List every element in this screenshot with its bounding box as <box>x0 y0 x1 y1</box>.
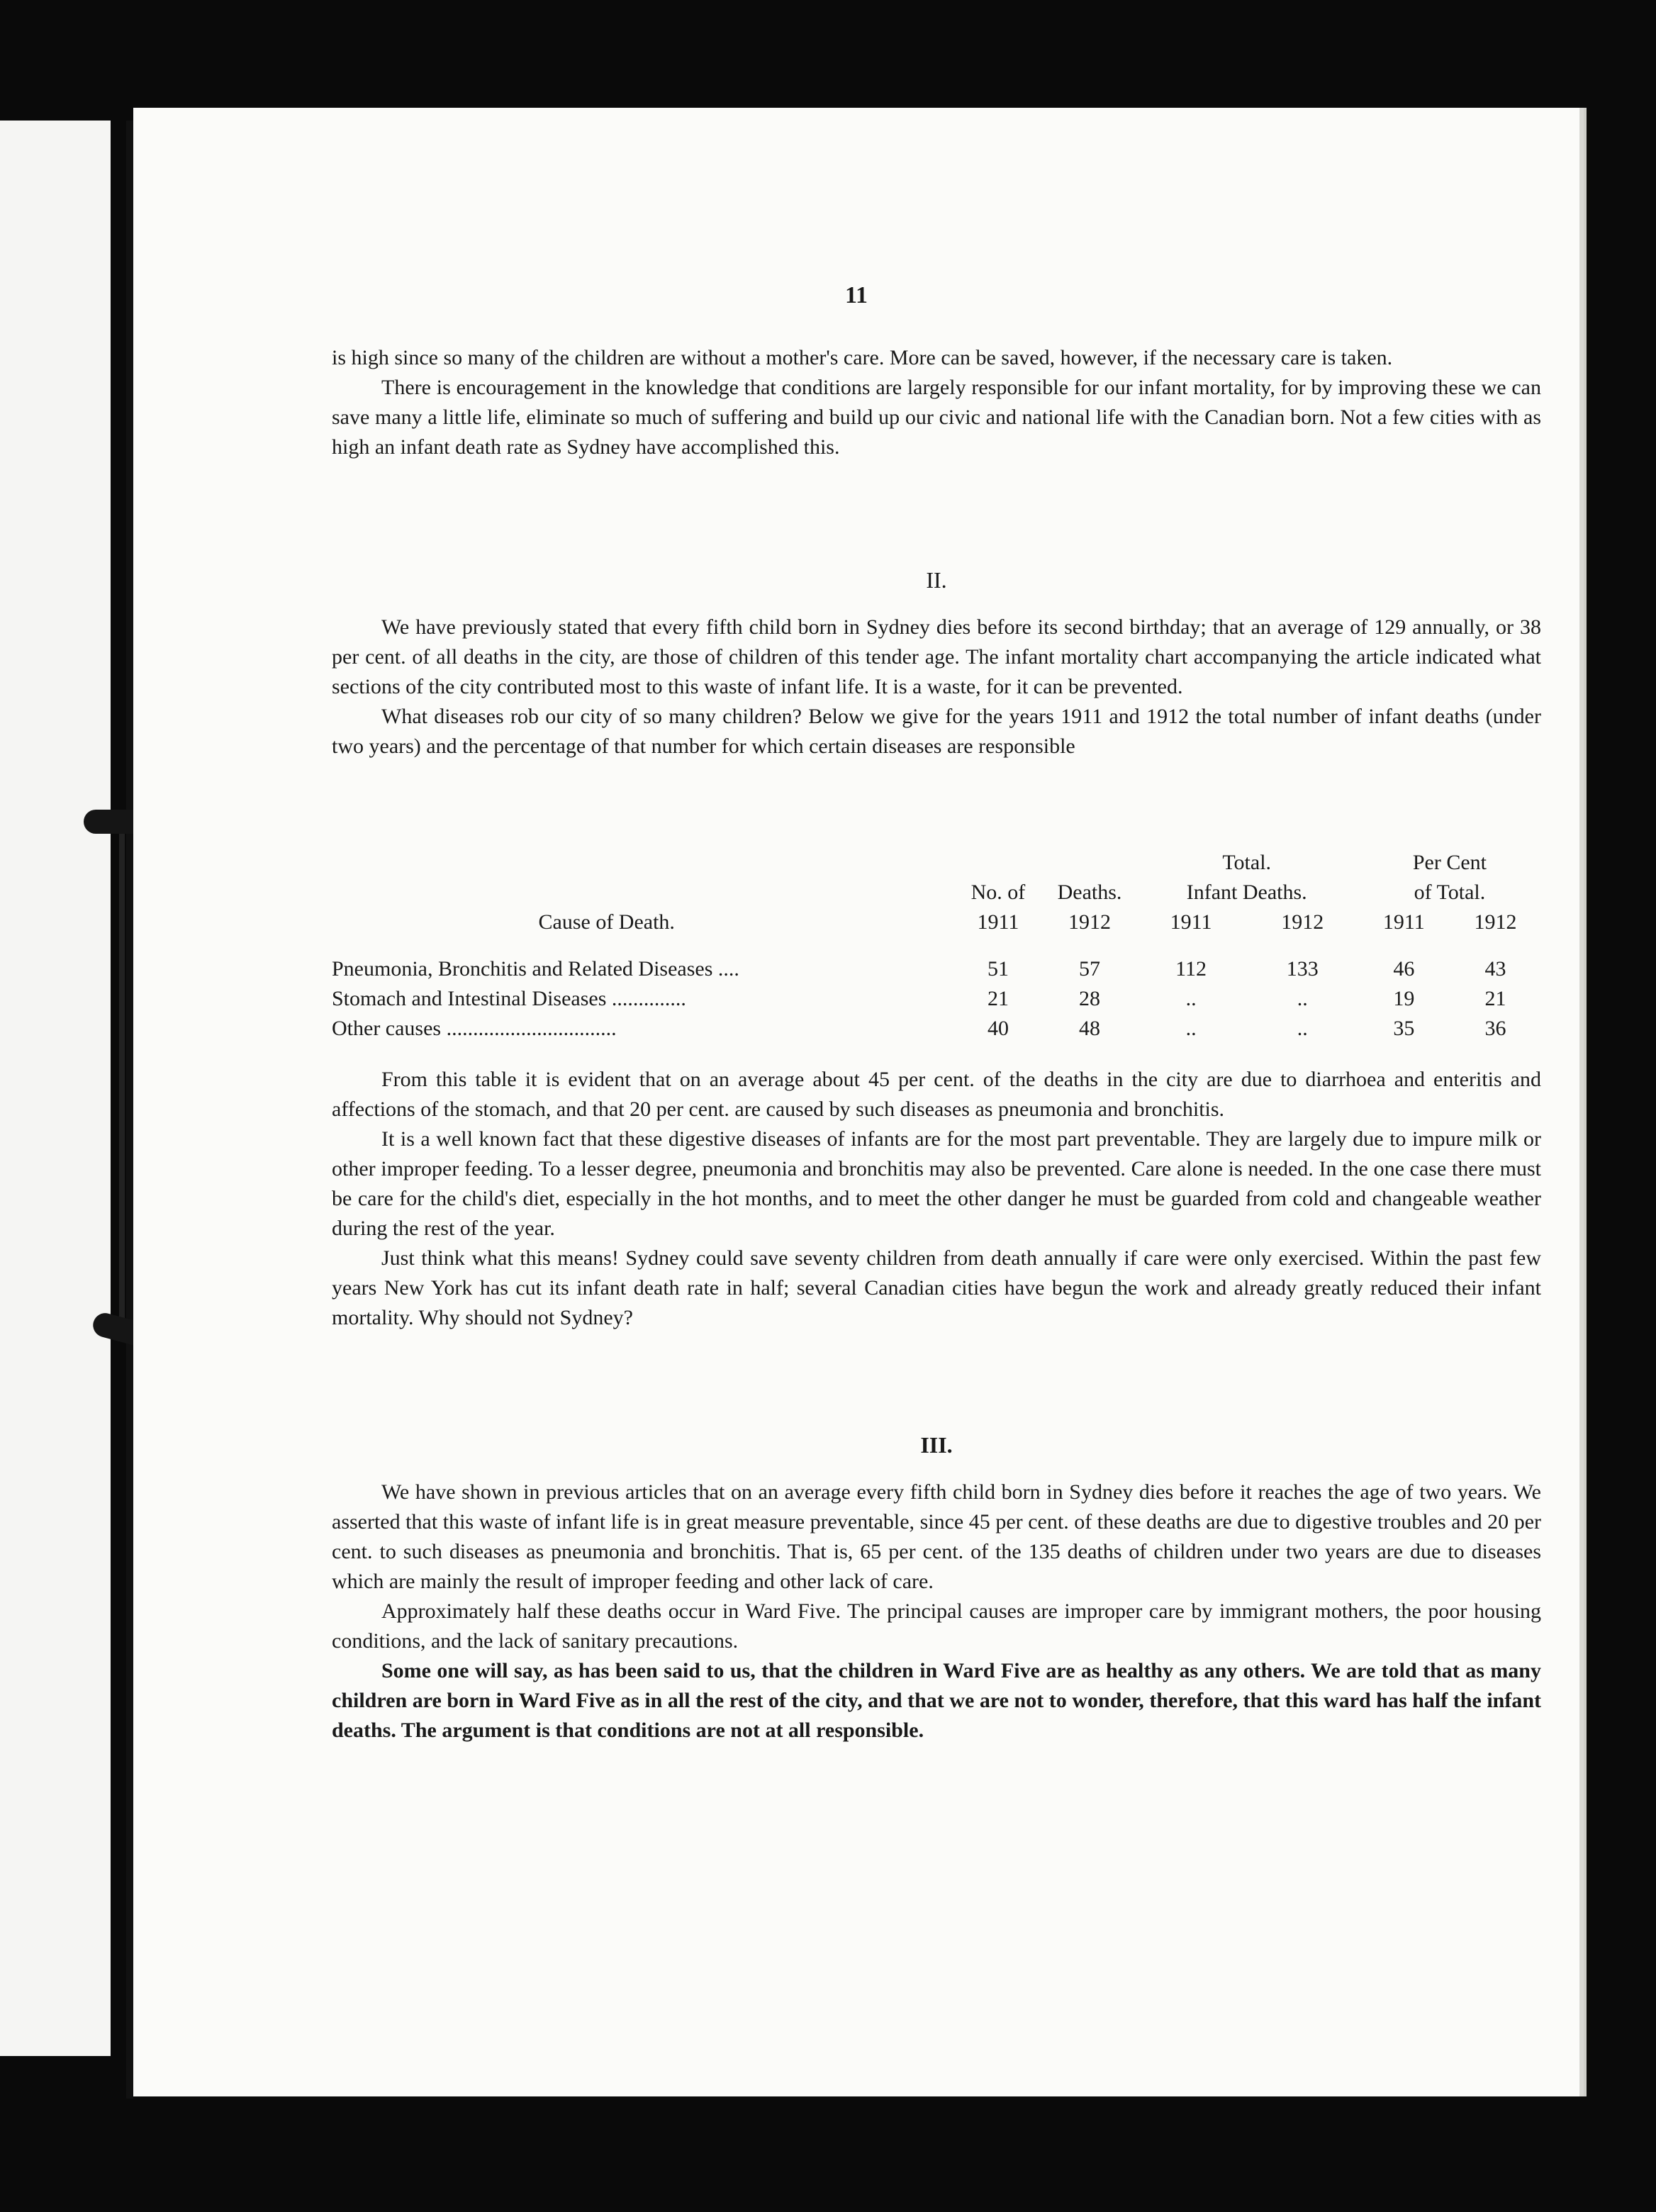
year-header: 1911 <box>977 910 1019 934</box>
paragraph: Some one will say, as has been said to us, that the children in Ward Five are as healthy as any others. We are told that as many children are born in Ward Five as in all the rest of the city, and that we are not to wonder, therefore, that this ward has half the infant deaths. The argument is that conditions are not at all responsible. <box>332 1659 1541 1742</box>
section-heading: II. <box>926 567 947 593</box>
paragraph: What diseases rob our city of so many children? Below we give for the years 1911 and 1912 the total number of infant deaths (under two years) and the percentage of that number for which certain diseases are responsible <box>332 705 1541 758</box>
section-3-block <box>332 1478 1541 1745</box>
value-cell: 28 <box>1079 987 1101 1010</box>
value-cell: 51 <box>987 957 1009 981</box>
value-cell: 48 <box>1079 1017 1101 1040</box>
value-cell: 21 <box>987 987 1009 1010</box>
header-total: Total. <box>1222 851 1272 874</box>
value-cell: .. <box>1297 1017 1308 1040</box>
cause-cell: Stomach and Intestinal Diseases .............. <box>332 987 686 1010</box>
infant-deaths-table <box>332 848 1541 1044</box>
post-table-block <box>332 1065 1541 1333</box>
table-row <box>332 984 1541 1014</box>
year-header: 1912 <box>1068 910 1112 934</box>
value-cell: 46 <box>1393 957 1415 981</box>
table-header-row <box>332 878 1541 907</box>
header-cause: Cause of Death. <box>538 910 675 934</box>
year-header: 1911 <box>1382 910 1425 934</box>
value-cell: 21 <box>1484 987 1506 1010</box>
value-cell: 40 <box>987 1017 1009 1040</box>
paragraph: Just think what this means! Sydney could save seventy children from death annually if care were only exercised. Within the past few years New York has cut its infant death rate in half; several Canadian cities have begun the work and already greatly reduced their infant mortality. Why should not Sydney? <box>332 1246 1541 1329</box>
page-edge <box>1579 108 1587 2096</box>
value-cell: 43 <box>1484 957 1506 981</box>
section-2-heading-wrap <box>332 567 1541 593</box>
value-cell: .. <box>1297 987 1308 1010</box>
value-cell: 133 <box>1286 957 1319 981</box>
binding-thread <box>119 815 125 1326</box>
paragraph: It is a well known fact that these digestive diseases of infants are for the most part preventable. They are largely due to impure milk or other improper feeding. To a lesser degree, pneumonia and bronchitis may also be prevented. Care alone is needed. In the one case there must be care for the child's diet, especially in the hot months, and to meet the other danger he must be guarded from cold and changeable weather during the rest of the year. <box>332 1127 1541 1240</box>
table-header-row <box>332 848 1541 878</box>
header-of-total: of Total. <box>1414 881 1486 904</box>
value-cell: 19 <box>1393 987 1415 1010</box>
header-infant-deaths: Infant Deaths. <box>1186 881 1307 904</box>
header-percent: Per Cent <box>1412 851 1487 874</box>
paragraph: There is encouragement in the knowledge that conditions are largely responsible for our infant mortality, for by improving these we can save many a little life, eliminate so much of suffering and build up our civic and national life with the Canadian born. Not a few cities with as high an infant death rate as Sydney have accomplished this. <box>332 376 1541 459</box>
value-cell: 57 <box>1079 957 1101 981</box>
paragraph: Approximately half these deaths occur in Ward Five. The principal causes are improper care by immigrant mothers, the poor housing conditions, and the lack of sanitary precautions. <box>332 1599 1541 1653</box>
paragraph: is high since so many of the children are without a mother's care. More can be saved, however, if the necessary care is taken. <box>332 346 1393 369</box>
value-cell: .. <box>1185 1017 1197 1040</box>
year-header: 1912 <box>1281 910 1324 934</box>
table-row <box>332 1014 1541 1044</box>
paragraph: We have shown in previous articles that on an average every fifth child born in Sydney dies before it reaches the age of two years. We asserted that this waste of infant life is in great measure preventable, since 45 per cent. of these deaths are due to digestive troubles and 20 per cent. to such diseases as pneumonia and bronchitis. That is, 65 per cent. of the 135 deaths of children under two years are due to diseases which are mainly the result of improper feeding and other lack of care. <box>332 1480 1541 1593</box>
value-cell: 35 <box>1393 1017 1415 1040</box>
value-cell: 36 <box>1484 1017 1506 1040</box>
table-header-row <box>332 907 1541 937</box>
document-page <box>133 108 1579 2096</box>
page-number: 11 <box>844 282 868 308</box>
table-row <box>332 954 1541 984</box>
facing-page-edge <box>0 121 111 2056</box>
header-deaths: Deaths. <box>1057 881 1122 904</box>
paragraph: We have previously stated that every fifth child born in Sydney dies before its second birthday; that an average of 129 annually, or 38 per cent. of all deaths in the city, are those of children of this tender age. The infant mortality chart accompanying the article indicated what sections of the city contributed most to this waste of infant life. It is a waste, for it can be prevented. <box>332 615 1541 698</box>
value-cell: .. <box>1185 987 1197 1010</box>
intro-block <box>332 343 1541 462</box>
section-heading: III. <box>920 1432 953 1458</box>
paragraph: From this table it is evident that on an average about 45 per cent. of the deaths in the city are due to diarrhoea and enteritis and affections of the stomach, and that 20 per cent. are caused by such diseases as pneumonia and bronchitis. <box>332 1068 1541 1121</box>
value-cell: 112 <box>1175 957 1207 981</box>
year-header: 1912 <box>1474 910 1517 934</box>
year-header: 1911 <box>1170 910 1212 934</box>
section-2-block <box>332 613 1541 761</box>
header-no-of: No. of <box>970 881 1026 904</box>
cause-cell: Other causes ................................ <box>332 1017 617 1040</box>
binding-gutter <box>126 121 133 2099</box>
cause-cell: Pneumonia, Bronchitis and Related Diseases .... <box>332 957 739 981</box>
section-3-heading-wrap <box>332 1432 1541 1458</box>
